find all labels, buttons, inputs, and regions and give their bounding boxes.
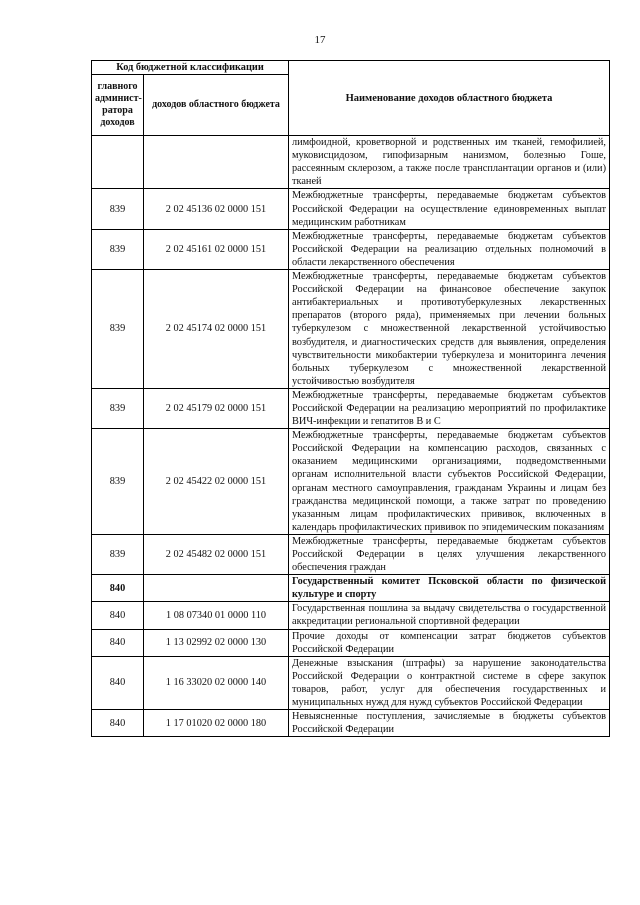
- income-name-cell: Денежные взыскания (штрафы) за нарушение законодательства Российской Федерации о контрактной системе в сфере закупок товаров, работ, услуг для обеспечения государственных и муниципальных нужд для нужд субъектов Российской Федерации: [289, 656, 610, 709]
- table-row: [92, 629, 610, 656]
- admin-code-cell: 840: [92, 575, 144, 602]
- income-name-cell: Государственный комитет Псковской области по физической культуре и спорту: [289, 575, 610, 602]
- income-code-cell: 2 02 45179 02 0000 151: [144, 388, 289, 428]
- table-row: [92, 136, 610, 189]
- income-name-cell: Межбюджетные трансферты, передаваемые бюджетам субъектов Российской Федерации в целях улучшения лекарственного обеспечения граждан: [289, 534, 610, 574]
- admin-code-cell: 840: [92, 602, 144, 629]
- table-row: [92, 656, 610, 709]
- admin-code-cell: [92, 136, 144, 189]
- income-name-cell: Государственная пошлина за выдачу свидетельства о государственной аккредитации региональной спортивной федерации: [289, 602, 610, 629]
- table-row: [92, 575, 610, 602]
- income-code-cell: 1 16 33020 02 0000 140: [144, 656, 289, 709]
- admin-code-cell: 839: [92, 388, 144, 428]
- income-code-cell: [144, 136, 289, 189]
- income-name-cell: лимфоидной, кроветворной и родственных им тканей, гемофилией, муковисцидозом, гипофизарным нанизмом, болезнью Гоше, рассеянным склерозом, а также после трансплантации органов и (или) тканей: [289, 136, 610, 189]
- income-name-cell: Межбюджетные трансферты, передаваемые бюджетам субъектов Российской Федерации на компенсацию расходов, связанных с оказанием медицинскими организациями, подведомственными органам исполнительной власти субъектов Российской Федерации, органам местного самоуправления, гражданам Украины и лицам без гражданства медицинской помощи, а также затрат по проведению указанным лицам профилактических прививок, включенных в календарь профилактических прививок по эпидемическим показаниям: [289, 429, 610, 535]
- table-row: [92, 229, 610, 269]
- income-code-cell: 1 17 01020 02 0000 180: [144, 710, 289, 737]
- income-code-cell: 2 02 45136 02 0000 151: [144, 189, 289, 229]
- income-code-cell: 2 02 45174 02 0000 151: [144, 270, 289, 389]
- admin-code-cell: 839: [92, 429, 144, 535]
- admin-code-cell: 839: [92, 189, 144, 229]
- income-name-cell: Невыясненные поступления, зачисляемые в бюджеты субъектов Российской Федерации: [289, 710, 610, 737]
- table-row: [92, 534, 610, 574]
- income-code-cell: [144, 575, 289, 602]
- budget-classification-table: [91, 60, 610, 737]
- income-name-cell: Прочие доходы от компенсации затрат бюджетов субъектов Российской Федерации: [289, 629, 610, 656]
- table-row: [92, 270, 610, 389]
- income-code-cell: 2 02 45422 02 0000 151: [144, 429, 289, 535]
- admin-code-cell: 839: [92, 534, 144, 574]
- header-name-column: Наименование доходов областного бюджета: [289, 61, 610, 136]
- admin-code-cell: 839: [92, 270, 144, 389]
- table-row: [92, 388, 610, 428]
- table-row: [92, 710, 610, 737]
- income-name-cell: Межбюджетные трансферты, передаваемые бюджетам субъектов Российской Федерации на реализацию отдельных полномочий в области лекарственного обеспечения: [289, 229, 610, 269]
- income-code-cell: 2 02 45482 02 0000 151: [144, 534, 289, 574]
- income-code-cell: 1 13 02992 02 0000 130: [144, 629, 289, 656]
- income-code-cell: 2 02 45161 02 0000 151: [144, 229, 289, 269]
- income-name-cell: Межбюджетные трансферты, передаваемые бюджетам субъектов Российской Федерации на финансовое обеспечение закупок антибактериальных и противотуберкулезных лекарственных препаратов (второго ряда), применяемых при лечении больных туберкулезом с множественной лекарственной устойчивостью возбудителя, и диагностических средств для выявления, определения чувствительности микобактерии туберкулеза и мониторинга лечения больных туберкулезом с множественной лекарственной устойчивостью возбудителя: [289, 270, 610, 389]
- income-name-cell: Межбюджетные трансферты, передаваемые бюджетам субъектов Российской Федерации на осуществление единовременных выплат медицинским работникам: [289, 189, 610, 229]
- table-row: [92, 429, 610, 535]
- admin-code-cell: 840: [92, 656, 144, 709]
- income-code-cell: 1 08 07340 01 0000 110: [144, 602, 289, 629]
- table-row: [92, 602, 610, 629]
- income-name-cell: Межбюджетные трансферты, передаваемые бюджетам субъектов Российской Федерации на реализацию мероприятий по профилактике ВИЧ-инфекции и гепатитов В и С: [289, 388, 610, 428]
- admin-code-cell: 840: [92, 629, 144, 656]
- header-admin-column: главного админист-ратора доходов: [92, 75, 144, 136]
- page-number: 17: [314, 34, 326, 46]
- admin-code-cell: 840: [92, 710, 144, 737]
- table-row: [92, 189, 610, 229]
- admin-code-cell: 839: [92, 229, 144, 269]
- header-income-column: доходов областного бюджета: [144, 75, 289, 136]
- header-group-title: Код бюджетной классификации: [92, 61, 289, 75]
